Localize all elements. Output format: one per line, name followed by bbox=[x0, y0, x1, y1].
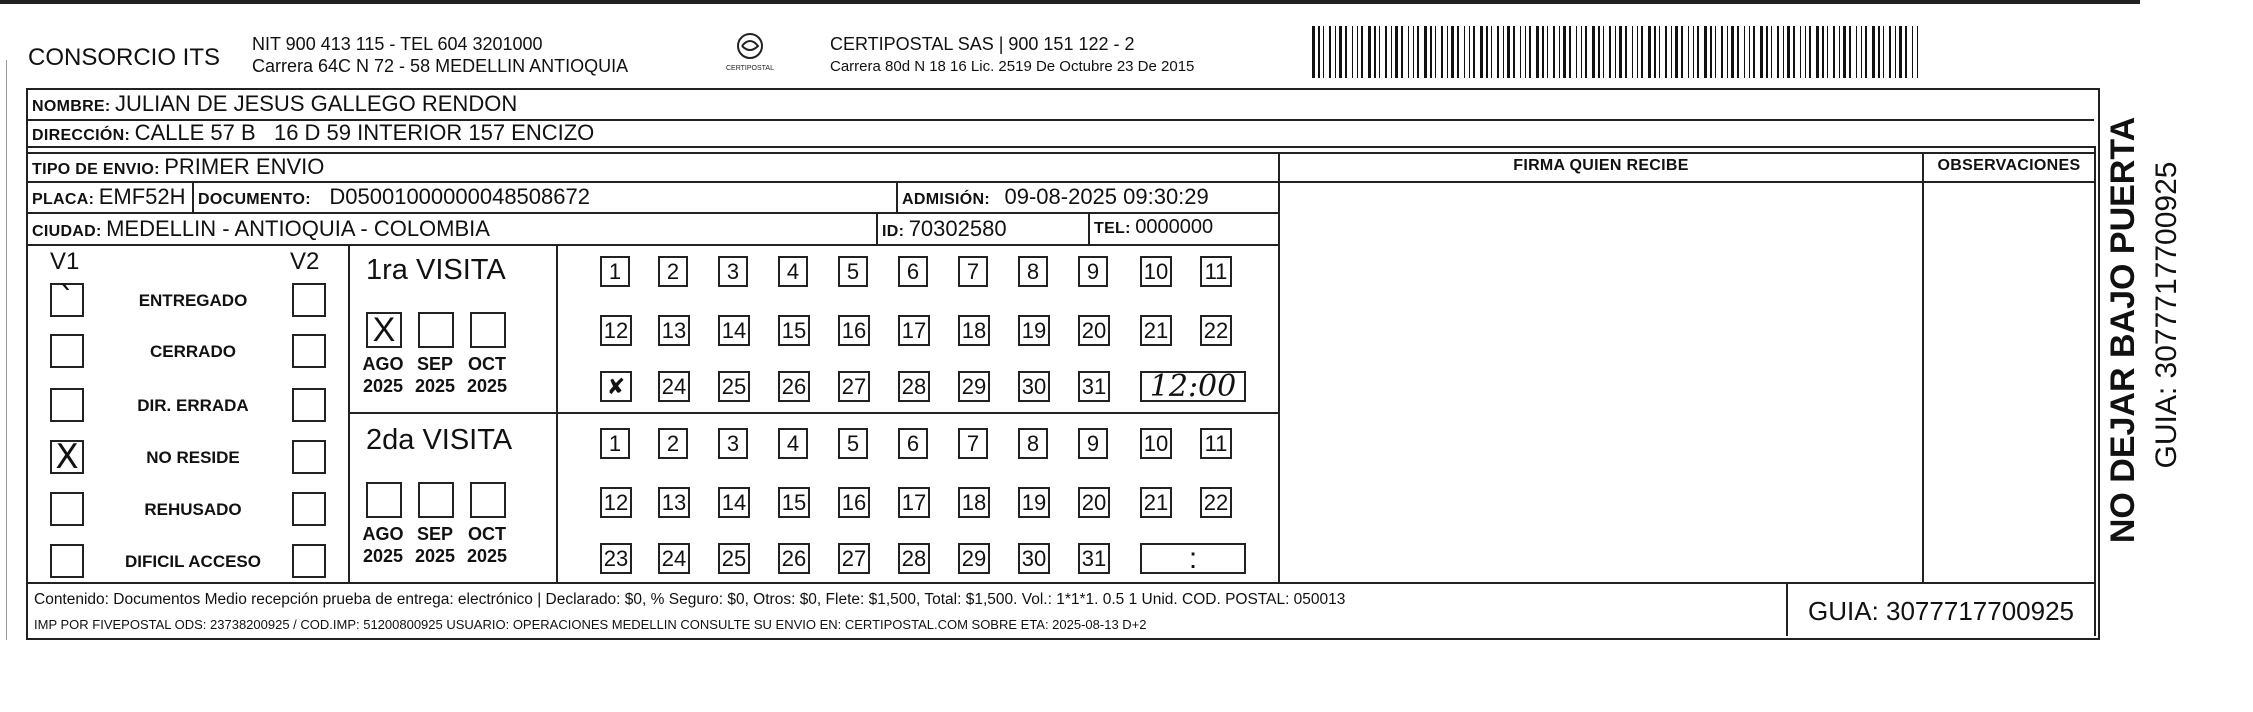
visit1-day-box[interactable]: 11 bbox=[1200, 256, 1232, 287]
visit1-day-box[interactable]: 5 bbox=[838, 256, 868, 287]
barcode bbox=[1312, 26, 1924, 78]
visit2-time-box[interactable]: : bbox=[1140, 543, 1246, 574]
vrule bbox=[348, 244, 350, 582]
id-value: 70302580 bbox=[908, 216, 1007, 241]
barcode-bar bbox=[1766, 26, 1768, 78]
barcode-bar bbox=[1681, 26, 1683, 78]
top-border bbox=[0, 0, 2140, 4]
visit2-day-box[interactable]: 16 bbox=[838, 487, 870, 518]
barcode-bar bbox=[1473, 26, 1475, 78]
barcode-bar bbox=[1899, 26, 1902, 78]
visit2-title: 2da VISITA bbox=[366, 424, 513, 456]
visit1-day-box[interactable]: 21 bbox=[1140, 315, 1172, 346]
visit2-day-box[interactable]: 17 bbox=[898, 487, 930, 518]
visit2-day-box[interactable]: 6 bbox=[898, 428, 928, 459]
barcode-bar bbox=[1480, 26, 1483, 78]
barcode-bar bbox=[1917, 26, 1918, 78]
visit1-day-box[interactable]: 9 bbox=[1078, 256, 1108, 287]
nombre-row bbox=[32, 91, 517, 117]
status-label: NO RESIDE bbox=[146, 448, 240, 467]
barcode-bar bbox=[1861, 26, 1862, 78]
vrule bbox=[1278, 152, 1280, 584]
barcode-bar bbox=[1715, 26, 1716, 78]
visit1-month-label: SEP bbox=[416, 354, 454, 374]
tipo-value: PRIMER ENVIO bbox=[164, 154, 325, 179]
barcode-bar bbox=[1671, 26, 1672, 78]
visit1-day-box[interactable]: ✘ bbox=[600, 371, 632, 402]
status-v2-checkbox[interactable] bbox=[292, 440, 326, 474]
vrule bbox=[1922, 152, 1924, 584]
visit1-day-box[interactable]: 18 bbox=[958, 315, 990, 346]
admision-label: ADMISIÓN: bbox=[902, 191, 991, 208]
vrule bbox=[556, 244, 558, 582]
barcode-bar bbox=[1843, 26, 1846, 78]
barcode-bar bbox=[1721, 26, 1723, 78]
barcode-bar bbox=[1339, 26, 1342, 78]
barcode-bar bbox=[1625, 26, 1627, 78]
barcode-bar bbox=[1491, 26, 1492, 78]
rule bbox=[28, 181, 2094, 183]
barcode-bar bbox=[1563, 26, 1566, 78]
tipo-label: TIPO DE ENVIO: bbox=[32, 161, 160, 178]
visit1-month-year: 2025 bbox=[466, 376, 508, 396]
visit2-day-box[interactable]: 14 bbox=[718, 487, 750, 518]
barcode-bar bbox=[1385, 26, 1387, 78]
side-notice: NO DEJAR BAJO PUERTA bbox=[2104, 116, 2142, 544]
placa-value: EMF52H bbox=[98, 184, 186, 209]
visit1-month-year: 2025 bbox=[362, 376, 404, 396]
barcode-bar bbox=[1805, 26, 1806, 78]
barcode-bar bbox=[1865, 26, 1867, 78]
barcode-bar bbox=[1737, 26, 1739, 78]
visit1-day-box[interactable]: 17 bbox=[898, 315, 930, 346]
status-v1-checkbox[interactable]: X bbox=[50, 440, 84, 474]
admision-row bbox=[902, 184, 1209, 210]
barcode-bar bbox=[1793, 26, 1795, 78]
placa-row bbox=[32, 184, 186, 210]
visit1-day-box[interactable]: 14 bbox=[718, 315, 750, 346]
barcode-bar bbox=[1441, 26, 1443, 78]
barcode-bar bbox=[1497, 26, 1499, 78]
visit1-day-box[interactable]: 30 bbox=[1018, 371, 1050, 402]
barcode-bar bbox=[1447, 26, 1448, 78]
observaciones-header: OBSERVACIONES bbox=[1937, 157, 2081, 174]
visit1-day-box[interactable]: 2 bbox=[658, 256, 688, 287]
visit1-month-checkbox[interactable] bbox=[418, 312, 454, 348]
visit1-day-box[interactable]: 27 bbox=[838, 371, 870, 402]
company-address: Carrera 64C N 72 - 58 MEDELLIN ANTIOQUIA bbox=[252, 56, 629, 76]
barcode-bar bbox=[1520, 26, 1521, 78]
visit2-day-box[interactable]: 15 bbox=[778, 487, 810, 518]
barcode-bar bbox=[1760, 26, 1763, 78]
barcode-bar bbox=[1569, 26, 1571, 78]
visit2-day-box[interactable]: 28 bbox=[898, 543, 930, 574]
visit2-day-box[interactable]: 10 bbox=[1140, 428, 1172, 459]
status-label: DIFICIL ACCESO bbox=[124, 552, 261, 571]
visit1-day-box[interactable]: 3 bbox=[718, 256, 748, 287]
visit2-day-box[interactable]: 2 bbox=[658, 428, 688, 459]
vrule bbox=[192, 183, 194, 214]
barcode-bar bbox=[1693, 26, 1694, 78]
barcode-bar bbox=[1637, 26, 1638, 78]
barcode-bar bbox=[1771, 26, 1772, 78]
visit1-time-box[interactable]: 12:00 bbox=[1140, 371, 1246, 402]
tel-label: TEL: bbox=[1094, 220, 1131, 237]
vrule bbox=[1088, 214, 1090, 244]
barcode-bar bbox=[1619, 26, 1622, 78]
side-guia: GUIA: 3077717700925 bbox=[2150, 161, 2183, 469]
barcode-bar bbox=[1513, 26, 1515, 78]
visit1-day-box[interactable]: 8 bbox=[1018, 256, 1048, 287]
barcode-bar bbox=[1581, 26, 1582, 78]
visit2-day-box[interactable]: 3 bbox=[718, 428, 748, 459]
barcode-bar bbox=[1710, 26, 1712, 78]
v1-header: V1 bbox=[50, 248, 80, 275]
visit2-day-box[interactable]: 25 bbox=[718, 543, 750, 574]
visit2-day-box[interactable]: 31 bbox=[1078, 543, 1110, 574]
barcode-bar bbox=[1727, 26, 1728, 78]
visit2-month-label: SEP bbox=[416, 524, 454, 544]
status-label: REHUSADO bbox=[144, 500, 242, 519]
barcode-bar bbox=[1451, 26, 1454, 78]
visit2-day-box[interactable]: 5 bbox=[838, 428, 868, 459]
barcode-bar bbox=[1430, 26, 1432, 78]
visit1-day-box[interactable]: 29 bbox=[958, 371, 990, 402]
certipostal-logo bbox=[722, 30, 778, 78]
barcode-bar bbox=[1457, 26, 1459, 78]
visit1-day-box[interactable]: 4 bbox=[778, 256, 808, 287]
barcode-bar bbox=[1547, 26, 1548, 78]
barcode-bar bbox=[1374, 26, 1376, 78]
rule bbox=[28, 212, 1280, 214]
tel-value: 0000000 bbox=[1135, 216, 1214, 238]
status-v2-checkbox[interactable] bbox=[292, 334, 326, 368]
barcode-bar bbox=[1883, 26, 1884, 78]
visit1-day-box[interactable]: 20 bbox=[1078, 315, 1110, 346]
visit2-day-box[interactable]: 23 bbox=[600, 543, 632, 574]
barcode-bar bbox=[1641, 26, 1643, 78]
rule bbox=[28, 146, 2094, 148]
barcode-bar bbox=[1654, 26, 1656, 78]
firma-header: FIRMA QUIEN RECIBE bbox=[1513, 157, 1689, 174]
visit1-day-box[interactable]: 15 bbox=[778, 315, 810, 346]
visit2-day-box[interactable]: 11 bbox=[1200, 428, 1232, 459]
visit1-day-box[interactable]: 6 bbox=[898, 256, 928, 287]
visit1-day-box[interactable]: 16 bbox=[838, 315, 870, 346]
barcode-bar bbox=[1816, 26, 1819, 78]
barcode-bar bbox=[1352, 26, 1353, 78]
visit2-day-box[interactable]: 21 bbox=[1140, 487, 1172, 518]
barcode-bar bbox=[1827, 26, 1828, 78]
barcode-bar bbox=[1357, 26, 1358, 78]
visit1-month-checkbox[interactable] bbox=[470, 312, 506, 348]
nombre-value: JULIAN DE JESUS GALLEGO RENDON bbox=[115, 91, 518, 116]
barcode-bar bbox=[1542, 26, 1544, 78]
visit2-month-year: 2025 bbox=[414, 546, 456, 566]
visit2-month-label: OCT bbox=[468, 524, 506, 544]
visit2-day-box[interactable]: 29 bbox=[958, 543, 990, 574]
barcode-bar bbox=[1648, 26, 1651, 78]
visit2-day-box[interactable]: 27 bbox=[838, 543, 870, 574]
visit2-day-box[interactable]: 22 bbox=[1200, 487, 1232, 518]
id-label: ID: bbox=[882, 223, 905, 240]
barcode-bar bbox=[1592, 26, 1595, 78]
barcode-bar bbox=[1615, 26, 1616, 78]
barcode-bar bbox=[1598, 26, 1600, 78]
barcode-bar bbox=[1413, 26, 1414, 78]
status-label: CERRADO bbox=[150, 342, 236, 361]
barcode-bar bbox=[1609, 26, 1611, 78]
barcode-bar bbox=[1731, 26, 1734, 78]
barcode-bar bbox=[1329, 26, 1331, 78]
barcode-bar bbox=[1749, 26, 1750, 78]
barcode-bar bbox=[1335, 26, 1336, 78]
barcode-bar bbox=[1417, 26, 1419, 78]
barcode-bar bbox=[1675, 26, 1678, 78]
barcode-bar bbox=[1688, 26, 1689, 78]
visit1-month-checkbox[interactable]: X bbox=[366, 312, 402, 348]
direccion-label: DIRECCIÓN: bbox=[32, 127, 131, 144]
visit1-day-box[interactable]: 28 bbox=[898, 371, 930, 402]
barcode-bar bbox=[1408, 26, 1409, 78]
status-label: DIR. ERRADA bbox=[137, 396, 249, 415]
barcode-bar bbox=[1659, 26, 1660, 78]
visit1-title: 1ra VISITA bbox=[366, 254, 506, 286]
status-v2-checkbox[interactable] bbox=[292, 492, 326, 526]
visit1-month-year: 2025 bbox=[414, 376, 456, 396]
visit2-day-box[interactable]: 12 bbox=[600, 487, 632, 518]
barcode-bar bbox=[1833, 26, 1835, 78]
barcode-bar bbox=[1872, 26, 1875, 78]
barcode-bar bbox=[1777, 26, 1779, 78]
ciudad-value: MEDELLIN - ANTIOQUIA - COLOMBIA bbox=[106, 216, 490, 241]
barcode-bar bbox=[1424, 26, 1427, 78]
placa-label: PLACA: bbox=[32, 191, 95, 208]
barcode-bar bbox=[1401, 26, 1403, 78]
rule bbox=[28, 582, 2094, 584]
ciudad-row bbox=[32, 216, 490, 242]
barcode-bar bbox=[1603, 26, 1604, 78]
visit2-month-checkbox[interactable] bbox=[418, 482, 454, 518]
left-margin-line bbox=[6, 60, 7, 640]
visit1-day-box[interactable]: 26 bbox=[778, 371, 810, 402]
visit2-day-box[interactable]: 24 bbox=[658, 543, 690, 574]
visit2-day-box[interactable]: 13 bbox=[658, 487, 690, 518]
visit1-month-label: AGO bbox=[362, 354, 404, 374]
visit2-day-box[interactable]: 30 bbox=[1018, 543, 1050, 574]
visit2-month-checkbox[interactable] bbox=[470, 482, 506, 518]
company-nit: NIT 900 413 115 - TEL 604 3201000 bbox=[252, 34, 543, 54]
barcode-bar bbox=[1912, 26, 1913, 78]
visit1-day-box[interactable]: 22 bbox=[1200, 315, 1232, 346]
barcode-bar bbox=[1464, 26, 1465, 78]
visit1-day-box[interactable]: 25 bbox=[718, 371, 750, 402]
barcode-bar bbox=[1368, 26, 1371, 78]
barcode-bar bbox=[1312, 26, 1315, 78]
id-row bbox=[882, 216, 1007, 242]
barcode-bar bbox=[1536, 26, 1539, 78]
barcode-bar bbox=[1787, 26, 1790, 78]
barcode-bar bbox=[1744, 26, 1745, 78]
visit2-day-box[interactable]: 8 bbox=[1018, 428, 1048, 459]
visit2-day-box[interactable]: 4 bbox=[778, 428, 808, 459]
direccion-value: CALLE 57 B 16 D 59 INTERIOR 157 ENCIZO bbox=[134, 120, 595, 145]
company-name: CONSORCIO ITS bbox=[28, 44, 221, 71]
visit2-day-box[interactable]: 9 bbox=[1078, 428, 1108, 459]
visit1-day-box[interactable]: 13 bbox=[658, 315, 690, 346]
barcode-bar bbox=[1525, 26, 1526, 78]
barcode-bar bbox=[1809, 26, 1811, 78]
documento-label: DOCUMENTO: bbox=[198, 191, 311, 208]
barcode-bar bbox=[1529, 26, 1531, 78]
barcode-bar bbox=[1822, 26, 1824, 78]
courier-name: CERTIPOSTAL SAS | 900 151 122 - 2 bbox=[830, 34, 1135, 54]
barcode-bar bbox=[1361, 26, 1363, 78]
svg-text:CERTIPOSTAL: CERTIPOSTAL bbox=[726, 65, 774, 72]
visit1-day-box[interactable]: 12 bbox=[600, 315, 632, 346]
barcode-bar bbox=[1878, 26, 1880, 78]
rule bbox=[28, 152, 2094, 154]
barcode-bar bbox=[1889, 26, 1891, 78]
barcode-bar bbox=[1697, 26, 1699, 78]
barcode-bar bbox=[1783, 26, 1784, 78]
vrule bbox=[876, 214, 878, 244]
visit2-day-box[interactable]: 19 bbox=[1018, 487, 1050, 518]
visit2-month-label: AGO bbox=[362, 524, 404, 544]
tipo-row bbox=[32, 154, 324, 180]
visit2-day-box[interactable]: 26 bbox=[778, 543, 810, 574]
barcode-bar bbox=[1318, 26, 1320, 78]
barcode-bar bbox=[1345, 26, 1347, 78]
barcode-bar bbox=[1503, 26, 1504, 78]
status-v1-checkbox[interactable] bbox=[50, 334, 84, 368]
barcode-bar bbox=[1585, 26, 1587, 78]
status-v2-checkbox[interactable] bbox=[292, 544, 326, 578]
barcode-bar bbox=[1553, 26, 1555, 78]
barcode-bar bbox=[1856, 26, 1857, 78]
visit1-month-label: OCT bbox=[468, 354, 506, 374]
barcode-bar bbox=[1704, 26, 1707, 78]
barcode-bar bbox=[1576, 26, 1577, 78]
courier-address: Carrera 80d N 18 16 Lic. 2519 De Octubre 23 De 2015 bbox=[830, 58, 1195, 75]
visit2-day-box[interactable]: 7 bbox=[958, 428, 988, 459]
barcode-bar bbox=[1391, 26, 1392, 78]
direccion-row bbox=[32, 120, 594, 146]
barcode-bar bbox=[1435, 26, 1436, 78]
barcode-bar bbox=[1507, 26, 1510, 78]
rule bbox=[28, 244, 1280, 246]
visit2-day-box[interactable]: 1 bbox=[600, 428, 630, 459]
barcode-bar bbox=[1665, 26, 1667, 78]
barcode-bar bbox=[1895, 26, 1896, 78]
visit1-day-box[interactable]: 10 bbox=[1140, 256, 1172, 287]
barcode-bar bbox=[1839, 26, 1840, 78]
status-v1-checkbox[interactable]: ` bbox=[50, 283, 84, 317]
status-v1-checkbox[interactable] bbox=[50, 492, 84, 526]
barcode-bar bbox=[1753, 26, 1755, 78]
footer-guia: GUIA: 3077717700925 bbox=[1808, 596, 2074, 626]
vrule bbox=[2094, 146, 2096, 636]
barcode-bar bbox=[1379, 26, 1380, 78]
barcode-bar bbox=[1469, 26, 1470, 78]
visit1-day-box[interactable]: 7 bbox=[958, 256, 988, 287]
visit1-day-box[interactable]: 31 bbox=[1078, 371, 1110, 402]
footer-line1: Contenido: Documentos Medio recepción prueba de entrega: electrónico | Declarado: $0, % Seguro: $0, Otros: $0, Flete: $1,500, Total: $1,500. Vol.: 1*1*1. 0.5 1 Unid. COD. POSTAL: 050013 bbox=[34, 591, 1346, 608]
status-label: ENTREGADO bbox=[138, 291, 248, 310]
rule bbox=[348, 412, 1280, 414]
visit2-month-checkbox[interactable] bbox=[366, 482, 402, 518]
visit1-day-box[interactable]: 19 bbox=[1018, 315, 1050, 346]
barcode-bar bbox=[1800, 26, 1801, 78]
barcode-bar bbox=[1632, 26, 1633, 78]
status-v2-checkbox[interactable] bbox=[292, 388, 326, 422]
visit2-month-year: 2025 bbox=[466, 546, 508, 566]
barcode-bar bbox=[1323, 26, 1324, 78]
barcode-bar bbox=[1849, 26, 1851, 78]
visit2-month-year: 2025 bbox=[362, 546, 404, 566]
tel-row bbox=[1094, 216, 1213, 239]
vrule bbox=[896, 183, 898, 214]
visit2-day-box[interactable]: 20 bbox=[1078, 487, 1110, 518]
documento-row bbox=[198, 184, 590, 210]
v2-header: V2 bbox=[290, 248, 320, 275]
status-v2-checkbox[interactable] bbox=[292, 283, 326, 317]
barcode-bar bbox=[1395, 26, 1398, 78]
footer-line2: IMP POR FIVEPOSTAL ODS: 23738200925 / COD.IMP: 51200800925 USUARIO: OPERACIONES MEDELLIN CONSULTE SU ENVIO EN: CERTIPOSTAL.COM SOBRE ETA: 2025-08-13 D+2 bbox=[34, 617, 1147, 632]
visit1-day-box[interactable]: 1 bbox=[600, 256, 630, 287]
status-v1-checkbox[interactable] bbox=[50, 544, 84, 578]
nombre-label: NOMBRE: bbox=[32, 98, 111, 115]
admision-value: 09-08-2025 09:30:29 bbox=[1004, 184, 1209, 209]
documento-value: D05001000000048508672 bbox=[329, 184, 590, 209]
visit1-day-box[interactable]: 24 bbox=[658, 371, 690, 402]
barcode-bar bbox=[1486, 26, 1488, 78]
status-v1-checkbox[interactable] bbox=[50, 388, 84, 422]
ciudad-label: CIUDAD: bbox=[32, 223, 102, 240]
visit2-day-box[interactable]: 18 bbox=[958, 487, 990, 518]
barcode-bar bbox=[1905, 26, 1907, 78]
barcode-bar bbox=[1559, 26, 1560, 78]
